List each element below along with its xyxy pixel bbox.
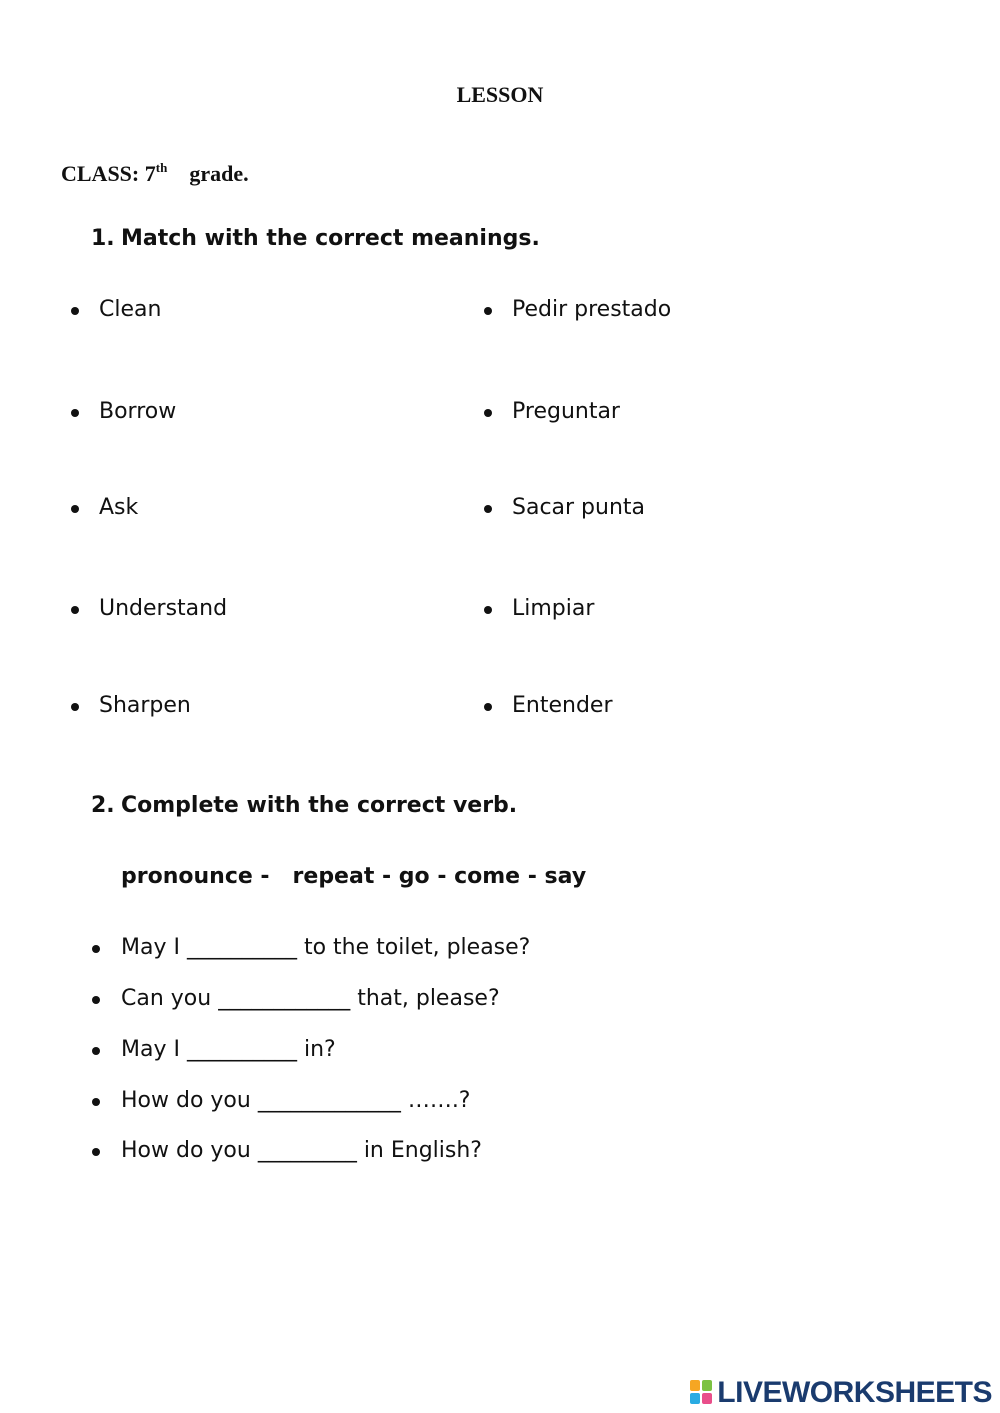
section-1-title: Match with the correct meanings. [121,226,540,251]
bullet-icon [92,945,100,953]
word-bank: pronounce - repeat - go - come - say [121,864,587,889]
page-title: LESSON [456,82,544,107]
bullet-icon [484,409,492,417]
bullet-icon [71,409,79,417]
match-right-item: Pedir prestado [512,297,672,322]
bullet-icon [92,1098,100,1106]
bullet-icon [484,307,492,315]
sentence-item: May I __________ to the toilet, please? [121,935,531,960]
section-2-heading [91,793,517,818]
match-left-item: Borrow [99,399,177,424]
bullet-icon [71,307,79,315]
match-right-item: Sacar punta [512,495,646,520]
section-2-number: 2. [91,793,115,818]
sentence-item: Can you ____________ that, please? [121,986,500,1011]
bullet-icon [92,1047,100,1055]
class-grade: grade. [189,161,249,186]
match-right-item: Preguntar [512,399,620,424]
section-2-title: Complete with the correct verb. [121,793,518,818]
match-right-item: Entender [512,693,613,718]
class-line [61,160,249,187]
bullet-icon [71,505,79,513]
class-ordinal-suffix: th [155,160,168,175]
bullet-icon [484,505,492,513]
bullet-icon [484,606,492,614]
sentence-item: May I __________ in? [121,1037,336,1062]
match-left-item: Sharpen [99,693,191,718]
match-right-item: Limpiar [512,596,595,621]
match-left-item: Clean [99,297,162,322]
liveworksheets-logo-text: LIVEWORKSHEETS [717,1376,992,1409]
bullet-icon [92,1148,100,1156]
class-label: CLASS: 7 [61,161,156,186]
liveworksheets-logo-icon [690,1380,714,1406]
sentence-item: How do you _____________ …….? [121,1088,471,1113]
bullet-icon [92,996,100,1004]
bullet-icon [71,606,79,614]
bullet-icon [484,703,492,711]
match-left-item: Understand [99,596,228,621]
section-1-number: 1. [91,226,115,251]
liveworksheets-logo [690,1377,992,1409]
sentence-item: How do you _________ in English? [121,1138,482,1163]
bullet-icon [71,703,79,711]
section-1-heading [91,226,540,251]
match-left-item: Ask [99,495,139,520]
